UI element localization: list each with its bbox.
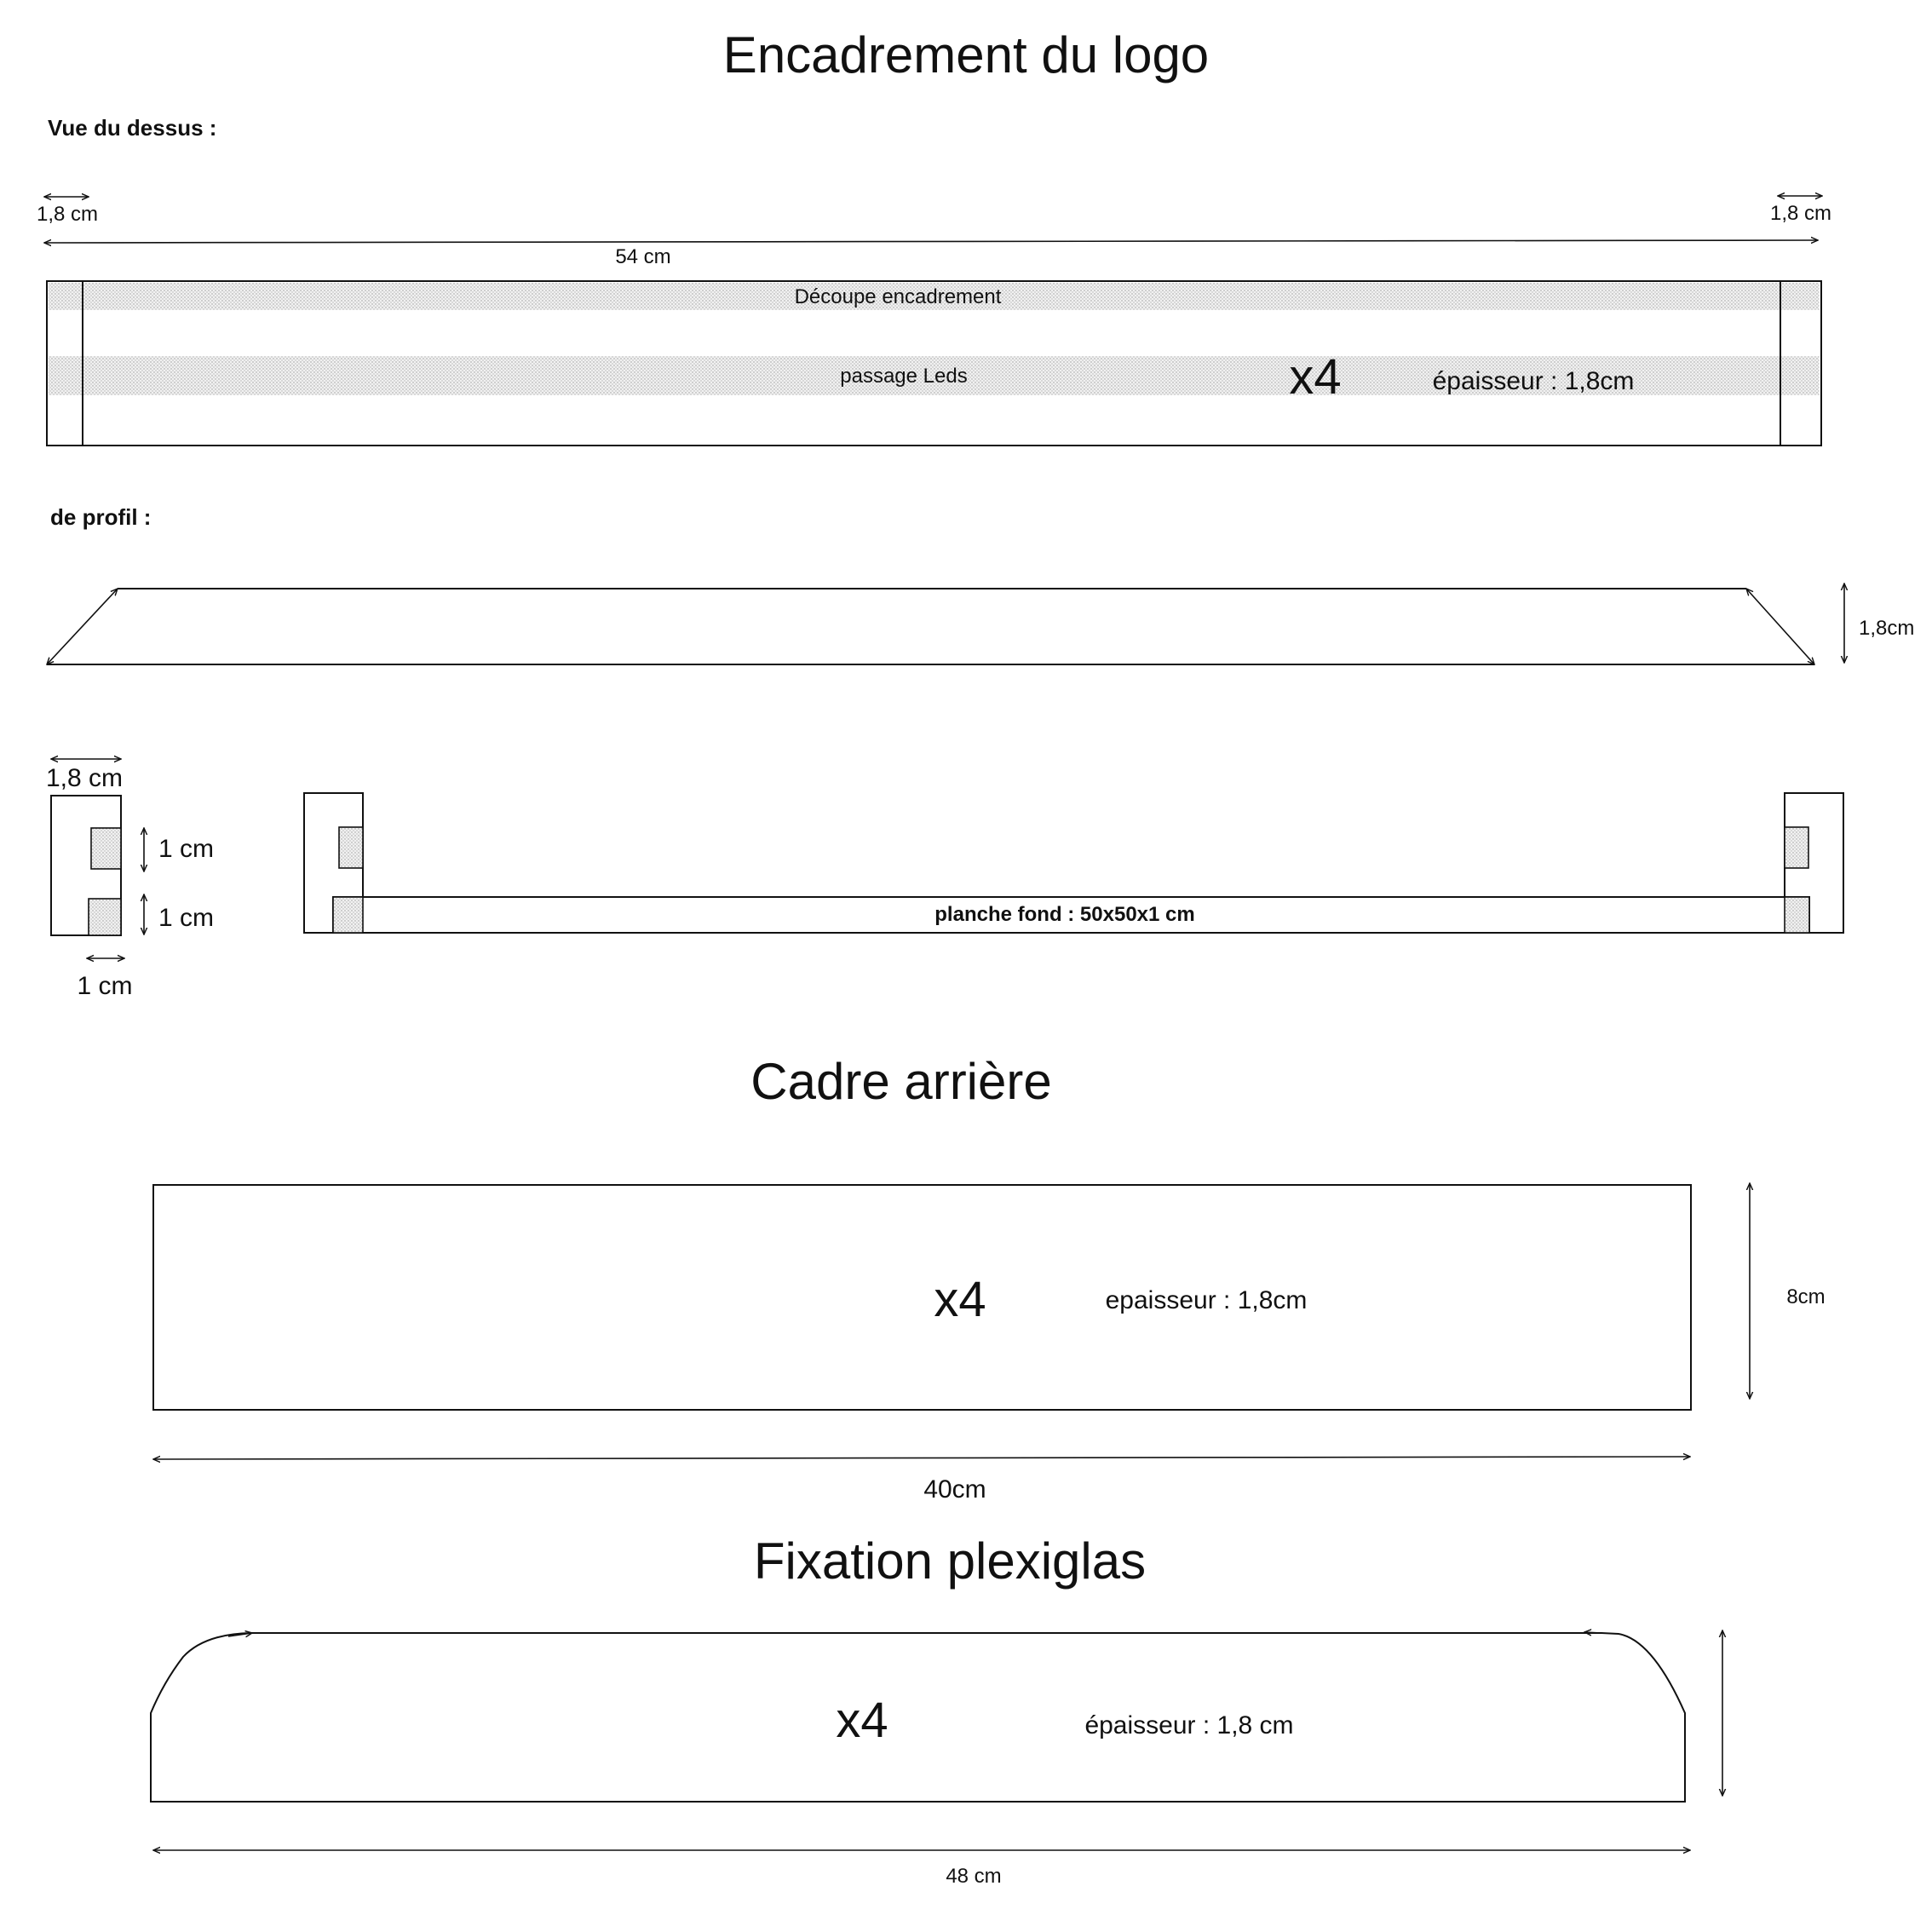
back-frame-title: Cadre arrière [750,1053,1052,1110]
profile-label: de profil : [50,504,152,530]
detail-width-dim-label: 1,8 cm [45,764,124,792]
plexi-fixing-board [151,1633,1685,1802]
logo-frame-title: Encadrement du logo [722,26,1210,83]
plexi-fixing-quantity: x4 [836,1693,888,1748]
back-frame-quantity: x4 [934,1272,986,1327]
back-frame-section [153,1053,1826,1504]
plexi-fixing-thickness: épaisseur : 1,8 cm [1084,1711,1294,1739]
top-view-label: Vue du dessus : [48,115,217,141]
back-frame-length-dim-label: 40cm [923,1475,986,1504]
back-board-label: planche fond : 50x50x1 cm [934,903,1195,926]
back-frame-thickness: epaisseur : 1,8cm [1105,1286,1308,1314]
back-frame-board [153,1185,1691,1410]
plexi-fixing-title: Fixation plexiglas [753,1532,1147,1590]
profile-height-dim-label: 1,8cm [1859,617,1915,640]
profile-section-detail [51,796,121,935]
detail-groove2-dim-label: 1 cm [158,904,215,932]
detail-depth-dim-label: 1 cm [77,972,133,1000]
back-frame-length-dim-arrow [153,1457,1690,1459]
frame-cut-label: Découpe encadrement [794,285,1002,308]
logo-frame-quantity: x4 [1289,349,1342,405]
back-frame-height-dim-label: 8cm [1786,1285,1826,1308]
profile-trapezoid [47,589,1814,664]
left-edge-dim-label: 1,8 cm [36,203,99,226]
length-dim-arrow [44,240,1818,243]
plexi-corner-arrow-right [1584,1632,1601,1633]
logo-frame-section [37,26,1914,1000]
length-dim-label: 54 cm [615,245,671,268]
led-channel-label: passage Leds [840,365,968,388]
logo-frame-thickness: épaisseur : 1,8cm [1432,367,1635,395]
plexi-fixing-section [151,1532,1722,1888]
right-edge-dim-label: 1,8 cm [1769,202,1832,225]
plexi-fixing-length-dim-label: 48 cm [946,1865,1002,1888]
detail-groove1-dim-label: 1 cm [158,835,215,863]
